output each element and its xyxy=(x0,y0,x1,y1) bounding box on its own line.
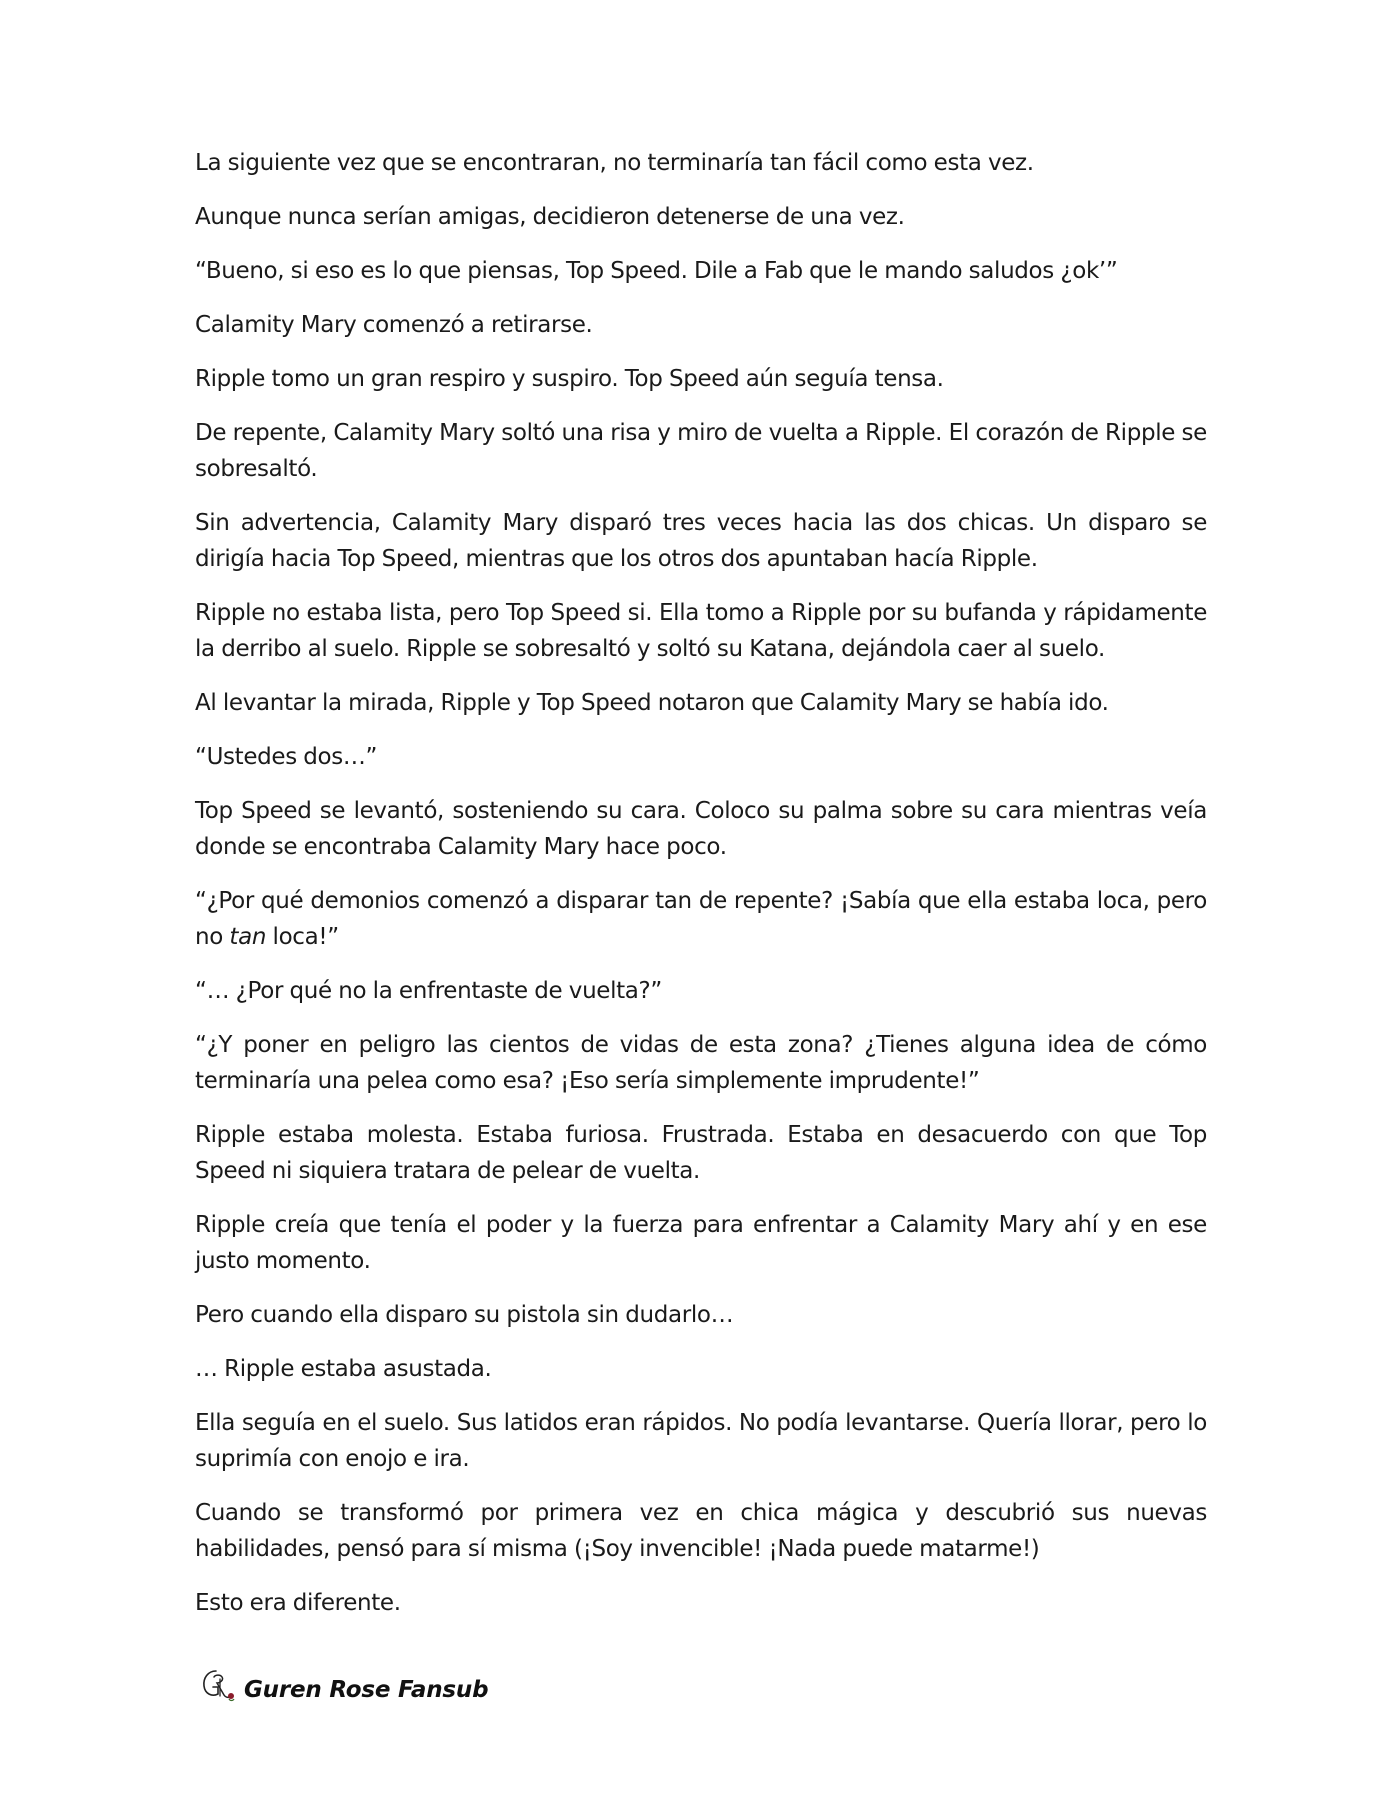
paragraph: Ella seguía en el suelo. Sus latidos eran rápidos. No podía levantarse. Quería llorar, pero lo suprimía con enojo e ira. xyxy=(195,1410,1207,1472)
paragraph: Ripple no estaba lista, pero Top Speed si. Ella tomo a Ripple por su bufanda y rápidamente la derribo al suelo. Ripple se sobresaltó y soltó su Katana, dejándola caer al suelo. xyxy=(195,600,1207,662)
paragraph: Pero cuando ella disparo su pistola sin dudarlo… xyxy=(195,1302,734,1328)
paragraph: “… ¿Por qué no la enfrentaste de vuelta?” xyxy=(195,978,662,1004)
paragraph-text-after-italic: loca!” xyxy=(266,924,339,950)
paragraph: Calamity Mary comenzó a retirarse. xyxy=(195,312,593,338)
document-body xyxy=(195,145,1207,1639)
paragraph-text-before-italic: “¿Por qué demonios comenzó a disparar tan de repente? ¡Sabía que ella estaba loca, pero no xyxy=(195,888,1207,950)
paragraph: Ripple creía que tenía el poder y la fuerza para enfrentar a Calamity Mary ahí y en ese justo momento. xyxy=(195,1212,1207,1274)
paragraph: “Ustedes dos…” xyxy=(195,744,378,770)
paragraph: Cuando se transformó por primera vez en chica mágica y descubrió sus nuevas habilidades, pensó para sí misma (¡Soy invencible! ¡Nada puede matarme!) xyxy=(195,1500,1207,1562)
paragraph: De repente, Calamity Mary soltó una risa y miro de vuelta a Ripple. El corazón de Ripple se sobresaltó. xyxy=(195,420,1207,482)
paragraph: La siguiente vez que se encontraran, no terminaría tan fácil como esta vez. xyxy=(195,150,1034,176)
paragraph: “Bueno, si eso es lo que piensas, Top Speed. Dile a Fab que le mando saludos ¿ok’” xyxy=(195,258,1118,284)
paragraph: “¿Y poner en peligro las cientos de vidas de esta zona? ¿Tienes alguna idea de cómo terminaría una pelea como esa? ¡Eso sería simplemente imprudente!” xyxy=(195,1032,1207,1094)
paragraph: Ripple estaba molesta. Estaba furiosa. Frustrada. Estaba en desacuerdo con que Top Speed ni siquiera tratara de pelear de vuelta. xyxy=(195,1122,1207,1184)
paragraph: Sin advertencia, Calamity Mary disparó tres veces hacia las dos chicas. Un disparo se dirigía hacia Top Speed, mientras que los otros dos apuntaban hacía Ripple. xyxy=(195,510,1207,572)
fansub-name: Guren Rose Fansub xyxy=(244,1677,489,1703)
paragraph: Esto era diferente. xyxy=(195,1590,401,1616)
paragraph: Ripple tomo un gran respiro y suspiro. Top Speed aún seguía tensa. xyxy=(195,366,944,392)
paragraph: Al levantar la mirada, Ripple y Top Speed notaron que Calamity Mary se había ido. xyxy=(195,690,1109,716)
fansub-signature xyxy=(200,1655,488,1705)
paragraph: Aunque nunca serían amigas, decidieron detenerse de una vez. xyxy=(195,204,905,230)
paragraph: Top Speed se levantó, sosteniendo su cara. Coloco su palma sobre su cara mientras veía donde se encontraba Calamity Mary hace poco. xyxy=(195,798,1207,860)
guren-rose-monogram-icon xyxy=(200,1665,238,1705)
paragraph-with-italic xyxy=(195,883,1207,955)
paragraph: … Ripple estaba asustada. xyxy=(195,1356,492,1382)
italic-emphasis: tan xyxy=(229,924,267,950)
